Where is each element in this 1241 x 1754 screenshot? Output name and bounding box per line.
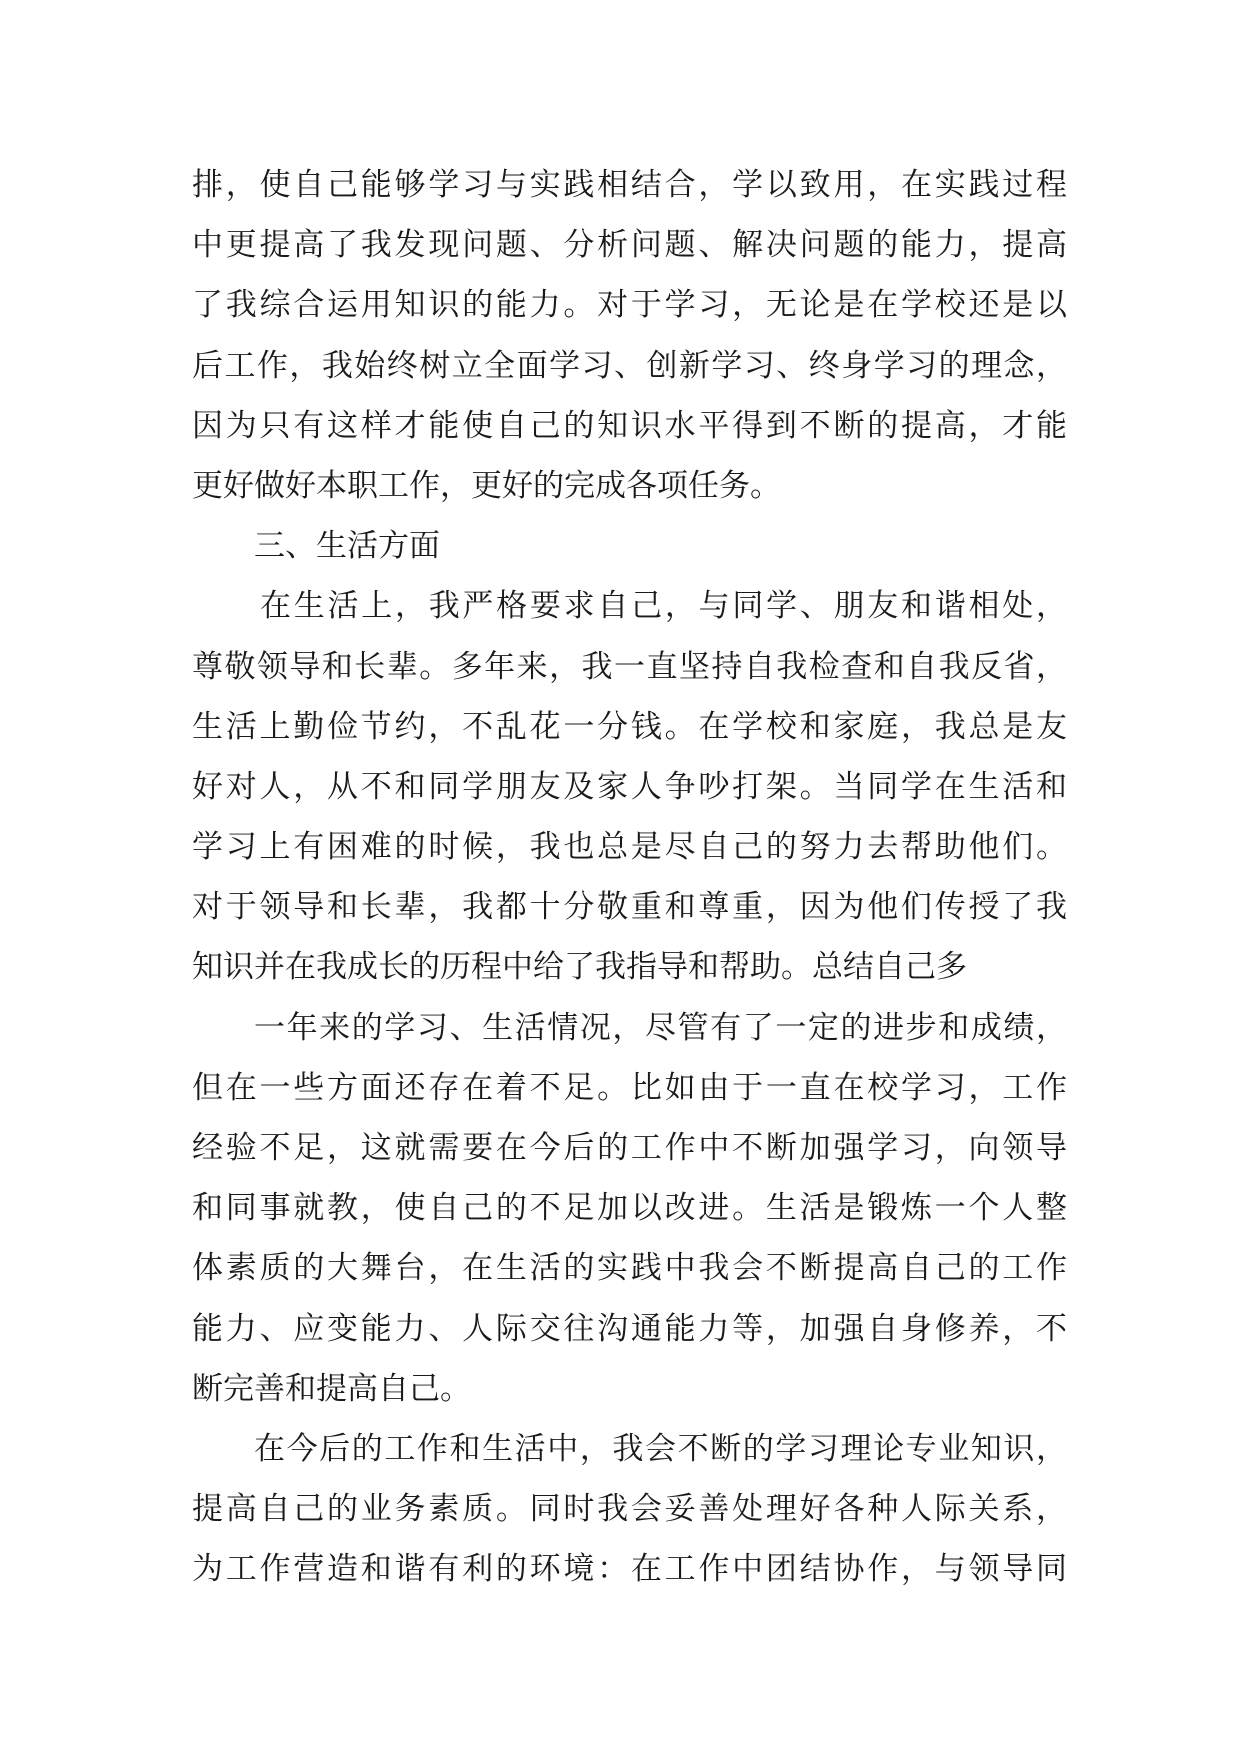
text-line: 为工作营造和谐有利的环境：在工作中团结协作，与领导同 <box>192 1551 1067 1588</box>
text-line: 对于领导和长辈，我都十分敬重和尊重，因为他们传授了我 <box>192 889 1067 926</box>
text-line: 体素质的大舞台，在生活的实践中我会不断提高自己的工作 <box>192 1250 1067 1287</box>
text-line: 能力、应变能力、人际交往沟通能力等，加强自身修养，不 <box>192 1310 1067 1347</box>
text-line: 尊敬领导和长辈。多年来，我一直坚持自我检查和自我反省， <box>192 648 1067 685</box>
text-line: 在生活上，我严格要求自己，与同学、朋友和谐相处， <box>260 588 1067 625</box>
text-line: 在今后的工作和生活中，我会不断的学习理论专业知识， <box>254 1430 1067 1467</box>
text-line: 后工作，我始终树立全面学习、创新学习、终身学习的理念， <box>192 347 1067 384</box>
body-text <box>192 155 1067 1600</box>
text-line: 因为只有这样才能使自己的知识水平得到不断的提高，才能 <box>192 407 1067 444</box>
text-line: 中更提高了我发现问题、分析问题、解决问题的能力，提高 <box>192 227 1067 264</box>
text-line: 提高自己的业务素质。同时我会妥善处理好各种人际关系， <box>192 1491 1067 1528</box>
text-line: 学习上有困难的时候，我也总是尽自己的努力去帮助他们。 <box>192 829 1067 866</box>
text-line: 和同事就教，使自己的不足加以改进。生活是锻炼一个人整 <box>192 1190 1067 1227</box>
text-line: 排，使自己能够学习与实践相结合，学以致用，在实践过程 <box>192 167 1067 203</box>
text-line: 好对人，从不和同学朋友及家人争吵打架。当同学在生活和 <box>192 768 1067 805</box>
text-line: 更好做好本职工作，更好的完成各项任务。 <box>192 467 781 504</box>
text-line: 但在一些方面还存在着不足。比如由于一直在校学习，工作 <box>192 1069 1067 1106</box>
text-line: 经验不足，这就需要在今后的工作中不断加强学习，向领导 <box>192 1130 1067 1166</box>
text-line: 断完善和提高自己。 <box>192 1370 471 1407</box>
text-line: 了我综合运用知识的能力。对于学习，无论是在学校还是以 <box>192 287 1067 324</box>
text-line: 知识并在我成长的历程中给了我指导和帮助。总结自己多 <box>192 949 967 986</box>
text-line: 生活上勤俭节约，不乱花一分钱。在学校和家庭，我总是友 <box>192 708 1067 745</box>
text-line: 一年来的学习、生活情况，尽管有了一定的进步和成绩， <box>254 1009 1067 1046</box>
section-heading: 三、生活方面 <box>254 528 440 565</box>
